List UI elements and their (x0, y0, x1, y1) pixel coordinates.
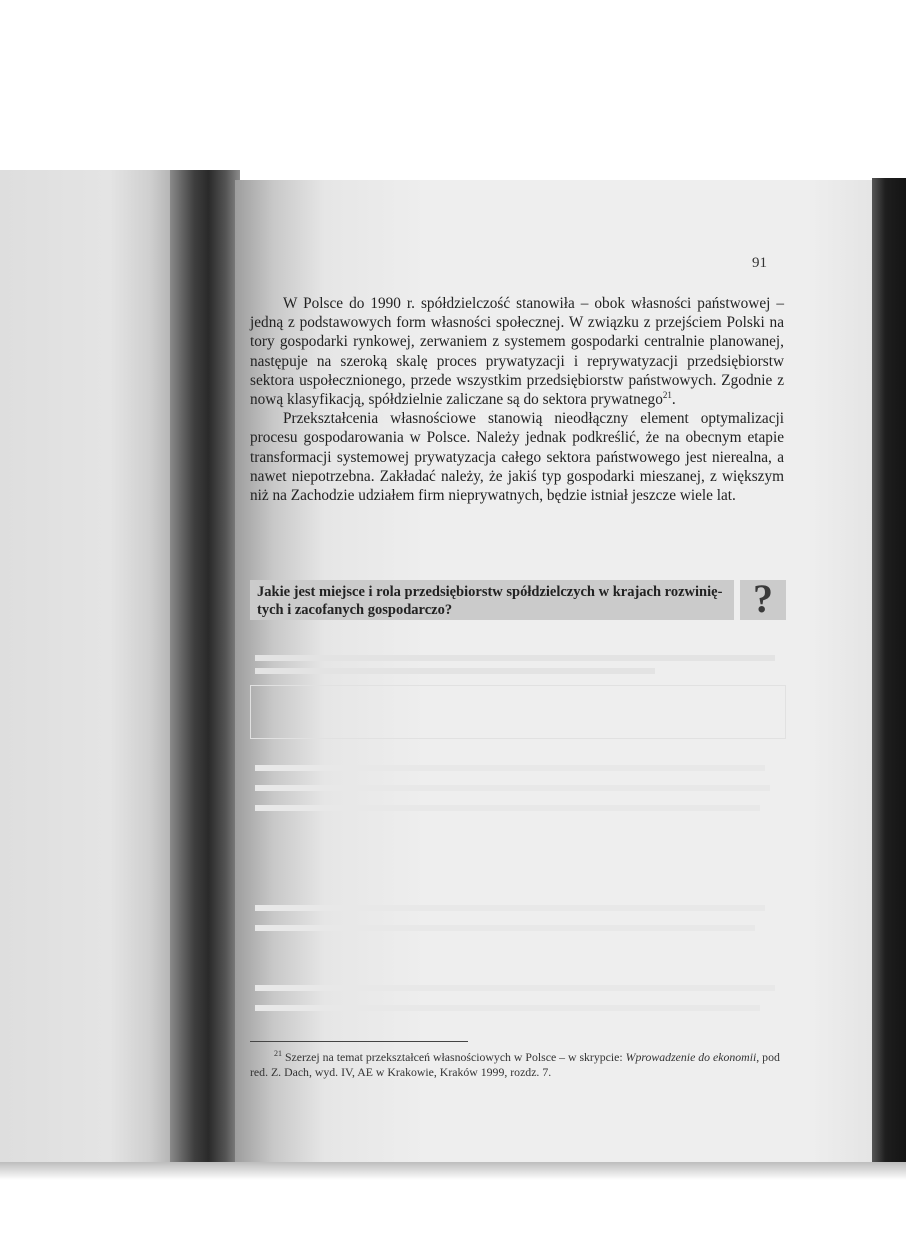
question-mark-icon: ? (753, 576, 773, 621)
bleed-through-box (250, 685, 786, 739)
paragraph: Przekształcenia własnościowe stanowią nieodłączny element optymalizacji procesu gospodarowania w Polsce. Należy jednak podkreślić, że na obecnym etapie transformacji systemowej prywatyzacja całego sektora państwowego jest nierealna, a nawet niepotrzebna. Zakładać należy, że jakiś typ gospodarki mieszanej, z większym niż na Zachodzie udziałem firm nieprywatnych, będzie istniał jeszcze wiele lat. (250, 410, 784, 505)
bleed-through-line (255, 905, 765, 911)
bleed-through-line (255, 805, 760, 811)
bleed-through-line (255, 985, 775, 991)
review-question: Jakie jest miejsce i rola przedsiębiorstw spółdzielczych w krajach rozwiniętych i zacofanych gospodarczo? (257, 584, 723, 618)
footnote-reference[interactable]: 21 (662, 389, 672, 400)
page-edge-shadow (872, 178, 906, 1178)
footnote: $^{21}$ Szerzej na temat przekształceń własnościowych w Polsce – w skrypcie: Wprowadzenie do ekonomii, pod red. Z. Dach, wyd. IV, AE w Krakowie, Kraków 1999, rozdz. 7. (250, 1049, 780, 1079)
bleed-through-line (255, 655, 775, 661)
bleed-through-line (255, 668, 655, 674)
footnote-separator (250, 1041, 468, 1042)
paragraph: W Polsce do 1990 r. spółdzielczość stanowiła – obok własności państwowej – jedną z podstawowych form własności społecznej. W związku z przejściem Polski na tory gospodarki rynkowej, zerwaniem z systemem gospodarki centralnie planowanej, następuje na szeroką skalę proces prywatyzacji i reprywatyzacji przedsiębiorstw sektora uspołecznionego, przede wszystkim przedsiębiorstw państwowych. Zgodnie z nową klasyfikacją, spółdzielnie zaliczane są do sektora prywatnego$^{21}$. (250, 295, 784, 409)
bleed-through-line (255, 785, 770, 791)
footnote-book-title: Wprowadzenie do ekonomii (625, 1050, 757, 1064)
body-text (250, 294, 784, 505)
bleed-through-line (255, 925, 755, 931)
bottom-shadow (0, 1162, 906, 1180)
bleed-through-line (255, 1005, 760, 1011)
bleed-through-line (255, 765, 765, 771)
book-spine-shadow (170, 170, 240, 1170)
page-number: 91 (752, 255, 767, 271)
footnote-number: 21 (274, 1049, 282, 1059)
